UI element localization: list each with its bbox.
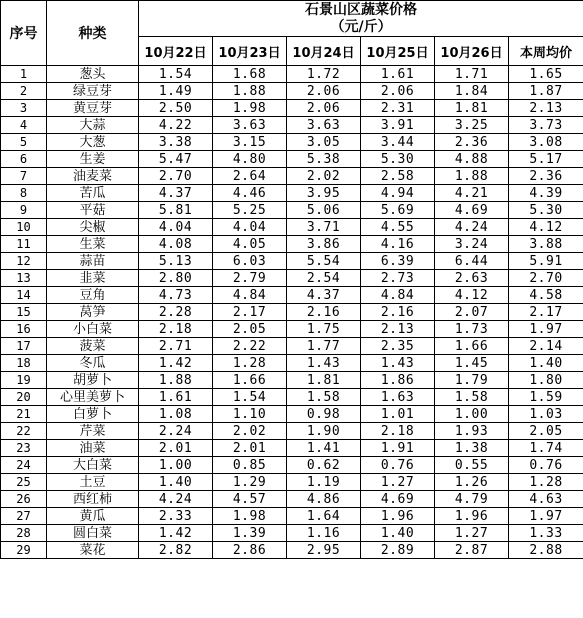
vegetable-name-cell: 绿豆芽 <box>47 83 139 100</box>
vegetable-name-cell: 油麦菜 <box>47 168 139 185</box>
price-cell: 4.22 <box>139 117 213 134</box>
table-row <box>1 423 583 440</box>
vegetable-name-cell: 心里美萝卜 <box>47 389 139 406</box>
table-row <box>1 474 583 491</box>
price-cell: 1.26 <box>435 474 509 491</box>
price-cell: 2.06 <box>361 83 435 100</box>
price-cell: 6.03 <box>213 253 287 270</box>
price-cell: 1.90 <box>287 423 361 440</box>
average-price-cell: 4.39 <box>509 185 583 202</box>
average-price-cell: 2.36 <box>509 168 583 185</box>
price-cell: 4.84 <box>213 287 287 304</box>
row-index-cell: 28 <box>1 525 47 542</box>
table-row <box>1 440 583 457</box>
row-index-cell: 2 <box>1 83 47 100</box>
price-cell: 1.71 <box>435 66 509 83</box>
average-price-cell: 1.65 <box>509 66 583 83</box>
row-index-cell: 27 <box>1 508 47 525</box>
average-price-cell: 2.14 <box>509 338 583 355</box>
price-cell: 1.73 <box>435 321 509 338</box>
price-cell: 2.36 <box>435 134 509 151</box>
table-row <box>1 338 583 355</box>
price-cell: 1.88 <box>435 168 509 185</box>
price-cell: 4.21 <box>435 185 509 202</box>
price-cell: 2.01 <box>139 440 213 457</box>
price-cell: 1.16 <box>287 525 361 542</box>
price-cell: 1.40 <box>139 474 213 491</box>
table-row <box>1 253 583 270</box>
price-cell: 1.64 <box>287 508 361 525</box>
table-row <box>1 491 583 508</box>
col-header-index: 序号 <box>1 1 47 66</box>
price-cell: 4.94 <box>361 185 435 202</box>
vegetable-name-cell: 生姜 <box>47 151 139 168</box>
price-cell: 5.54 <box>287 253 361 270</box>
price-cell: 3.25 <box>435 117 509 134</box>
row-index-cell: 24 <box>1 457 47 474</box>
price-cell: 1.38 <box>435 440 509 457</box>
row-index-cell: 15 <box>1 304 47 321</box>
price-cell: 2.64 <box>213 168 287 185</box>
vegetable-name-cell: 芹菜 <box>47 423 139 440</box>
price-cell: 1.45 <box>435 355 509 372</box>
price-cell: 3.95 <box>287 185 361 202</box>
price-cell: 2.17 <box>213 304 287 321</box>
price-cell: 2.50 <box>139 100 213 117</box>
price-cell: 1.29 <box>213 474 287 491</box>
vegetable-name-cell: 黄豆芽 <box>47 100 139 117</box>
price-cell: 1.88 <box>139 372 213 389</box>
row-index-cell: 13 <box>1 270 47 287</box>
row-index-cell: 21 <box>1 406 47 423</box>
table-row <box>1 525 583 542</box>
average-price-cell: 2.05 <box>509 423 583 440</box>
price-cell: 3.24 <box>435 236 509 253</box>
table-row <box>1 355 583 372</box>
price-cell: 3.63 <box>213 117 287 134</box>
price-cell: 1.10 <box>213 406 287 423</box>
price-cell: 2.87 <box>435 542 509 559</box>
row-index-cell: 6 <box>1 151 47 168</box>
row-index-cell: 18 <box>1 355 47 372</box>
average-price-cell: 2.88 <box>509 542 583 559</box>
row-index-cell: 17 <box>1 338 47 355</box>
price-cell: 2.16 <box>361 304 435 321</box>
price-cell: 2.06 <box>287 100 361 117</box>
price-cell: 1.81 <box>435 100 509 117</box>
price-cell: 4.24 <box>139 491 213 508</box>
table-row <box>1 202 583 219</box>
vegetable-name-cell: 生菜 <box>47 236 139 253</box>
average-price-cell: 4.63 <box>509 491 583 508</box>
price-cell: 2.22 <box>213 338 287 355</box>
price-cell: 1.39 <box>213 525 287 542</box>
average-price-cell: 1.59 <box>509 389 583 406</box>
table-row <box>1 321 583 338</box>
price-cell: 1.42 <box>139 355 213 372</box>
price-cell: 3.15 <box>213 134 287 151</box>
price-cell: 1.66 <box>213 372 287 389</box>
price-cell: 1.63 <box>361 389 435 406</box>
price-cell: 2.54 <box>287 270 361 287</box>
table-row <box>1 100 583 117</box>
row-index-cell: 1 <box>1 66 47 83</box>
row-index-cell: 7 <box>1 168 47 185</box>
price-cell: 4.57 <box>213 491 287 508</box>
price-cell: 1.28 <box>213 355 287 372</box>
price-cell: 1.88 <box>213 83 287 100</box>
price-cell: 1.00 <box>139 457 213 474</box>
price-cell: 0.55 <box>435 457 509 474</box>
price-cell: 3.05 <box>287 134 361 151</box>
row-index-cell: 11 <box>1 236 47 253</box>
table-row <box>1 185 583 202</box>
vegetable-name-cell: 蒜苗 <box>47 253 139 270</box>
price-cell: 1.96 <box>435 508 509 525</box>
price-cell: 5.69 <box>361 202 435 219</box>
price-cell: 4.24 <box>435 219 509 236</box>
average-price-cell: 3.88 <box>509 236 583 253</box>
price-cell: 1.43 <box>287 355 361 372</box>
vegetable-name-cell: 油菜 <box>47 440 139 457</box>
col-header-date: 10月26日 <box>435 37 509 66</box>
row-index-cell: 22 <box>1 423 47 440</box>
row-index-cell: 12 <box>1 253 47 270</box>
price-cell: 2.02 <box>213 423 287 440</box>
col-header-name: 种类 <box>47 1 139 66</box>
price-cell: 4.04 <box>139 219 213 236</box>
table-row <box>1 287 583 304</box>
col-header-date: 10月25日 <box>361 37 435 66</box>
price-cell: 4.37 <box>287 287 361 304</box>
price-cell: 1.98 <box>213 100 287 117</box>
table-body <box>1 66 583 559</box>
price-cell: 5.81 <box>139 202 213 219</box>
price-cell: 2.86 <box>213 542 287 559</box>
price-cell: 1.86 <box>361 372 435 389</box>
price-cell: 4.04 <box>213 219 287 236</box>
price-cell: 1.58 <box>435 389 509 406</box>
price-cell: 4.12 <box>435 287 509 304</box>
price-cell: 2.16 <box>287 304 361 321</box>
price-cell: 0.85 <box>213 457 287 474</box>
col-header-date: 10月22日 <box>139 37 213 66</box>
row-index-cell: 25 <box>1 474 47 491</box>
price-cell: 4.69 <box>361 491 435 508</box>
row-index-cell: 10 <box>1 219 47 236</box>
price-cell: 1.91 <box>361 440 435 457</box>
price-cell: 2.18 <box>139 321 213 338</box>
vegetable-name-cell: 豆角 <box>47 287 139 304</box>
vegetable-name-cell: 菜花 <box>47 542 139 559</box>
vegetable-name-cell: 大白菜 <box>47 457 139 474</box>
price-cell: 0.98 <box>287 406 361 423</box>
row-index-cell: 8 <box>1 185 47 202</box>
price-cell: 2.80 <box>139 270 213 287</box>
price-cell: 2.71 <box>139 338 213 355</box>
average-price-cell: 0.76 <box>509 457 583 474</box>
price-cell: 3.44 <box>361 134 435 151</box>
price-cell: 4.05 <box>213 236 287 253</box>
vegetable-name-cell: 胡萝卜 <box>47 372 139 389</box>
price-cell: 3.38 <box>139 134 213 151</box>
vegetable-name-cell: 平菇 <box>47 202 139 219</box>
price-cell: 1.27 <box>435 525 509 542</box>
price-cell: 4.86 <box>287 491 361 508</box>
price-cell: 1.77 <box>287 338 361 355</box>
table-title-main: 石景山区蔬菜价格 <box>305 1 418 18</box>
average-price-cell: 1.33 <box>509 525 583 542</box>
price-cell: 5.38 <box>287 151 361 168</box>
average-price-cell: 5.91 <box>509 253 583 270</box>
average-price-cell: 4.12 <box>509 219 583 236</box>
price-cell: 1.98 <box>213 508 287 525</box>
table-row <box>1 270 583 287</box>
price-cell: 2.18 <box>361 423 435 440</box>
vegetable-name-cell: 小白菜 <box>47 321 139 338</box>
price-cell: 1.00 <box>435 406 509 423</box>
price-cell: 0.76 <box>361 457 435 474</box>
col-header-average: 本周均价 <box>509 37 583 66</box>
vegetable-name-cell: 黄瓜 <box>47 508 139 525</box>
price-cell: 2.24 <box>139 423 213 440</box>
table-row <box>1 66 583 83</box>
price-cell: 2.79 <box>213 270 287 287</box>
price-cell: 1.96 <box>361 508 435 525</box>
price-cell: 4.16 <box>361 236 435 253</box>
price-cell: 1.93 <box>435 423 509 440</box>
price-cell: 4.55 <box>361 219 435 236</box>
vegetable-name-cell: 尖椒 <box>47 219 139 236</box>
price-cell: 1.72 <box>287 66 361 83</box>
price-cell: 1.43 <box>361 355 435 372</box>
price-cell: 4.73 <box>139 287 213 304</box>
price-cell: 6.39 <box>361 253 435 270</box>
average-price-cell: 5.30 <box>509 202 583 219</box>
price-cell: 4.80 <box>213 151 287 168</box>
price-cell: 2.35 <box>361 338 435 355</box>
vegetable-name-cell: 大葱 <box>47 134 139 151</box>
row-index-cell: 26 <box>1 491 47 508</box>
price-cell: 1.68 <box>213 66 287 83</box>
table-row <box>1 508 583 525</box>
price-cell: 1.27 <box>361 474 435 491</box>
table-row <box>1 134 583 151</box>
row-index-cell: 5 <box>1 134 47 151</box>
price-cell: 1.81 <box>287 372 361 389</box>
row-index-cell: 3 <box>1 100 47 117</box>
table-row <box>1 457 583 474</box>
average-price-cell: 1.80 <box>509 372 583 389</box>
average-price-cell: 3.73 <box>509 117 583 134</box>
price-cell: 4.79 <box>435 491 509 508</box>
price-cell: 1.61 <box>361 66 435 83</box>
price-cell: 2.02 <box>287 168 361 185</box>
average-price-cell: 1.97 <box>509 508 583 525</box>
average-price-cell: 1.40 <box>509 355 583 372</box>
price-cell: 4.08 <box>139 236 213 253</box>
vegetable-name-cell: 土豆 <box>47 474 139 491</box>
price-cell: 2.28 <box>139 304 213 321</box>
price-cell: 1.84 <box>435 83 509 100</box>
col-header-date: 10月24日 <box>287 37 361 66</box>
price-cell: 4.84 <box>361 287 435 304</box>
price-cell: 2.13 <box>361 321 435 338</box>
row-index-cell: 9 <box>1 202 47 219</box>
average-price-cell: 1.03 <box>509 406 583 423</box>
header-row-title <box>1 1 583 37</box>
price-cell: 1.61 <box>139 389 213 406</box>
price-cell: 1.66 <box>435 338 509 355</box>
table-row <box>1 83 583 100</box>
table-row <box>1 372 583 389</box>
average-price-cell: 1.28 <box>509 474 583 491</box>
price-cell: 1.58 <box>287 389 361 406</box>
row-index-cell: 4 <box>1 117 47 134</box>
price-cell: 2.05 <box>213 321 287 338</box>
average-price-cell: 4.58 <box>509 287 583 304</box>
average-price-cell: 5.17 <box>509 151 583 168</box>
price-cell: 1.49 <box>139 83 213 100</box>
table-row <box>1 168 583 185</box>
table-title-unit: （元/斤） <box>330 18 392 35</box>
average-price-cell: 3.08 <box>509 134 583 151</box>
price-cell: 1.08 <box>139 406 213 423</box>
vegetable-name-cell: 西红柿 <box>47 491 139 508</box>
price-cell: 1.75 <box>287 321 361 338</box>
vegetable-name-cell: 苦瓜 <box>47 185 139 202</box>
price-cell: 4.37 <box>139 185 213 202</box>
price-cell: 5.47 <box>139 151 213 168</box>
row-index-cell: 16 <box>1 321 47 338</box>
price-cell: 5.13 <box>139 253 213 270</box>
table-row <box>1 236 583 253</box>
table-row <box>1 304 583 321</box>
col-header-date: 10月23日 <box>213 37 287 66</box>
table-title <box>139 1 583 37</box>
price-cell: 4.46 <box>213 185 287 202</box>
price-cell: 1.41 <box>287 440 361 457</box>
price-cell: 4.69 <box>435 202 509 219</box>
price-cell: 2.89 <box>361 542 435 559</box>
table-row <box>1 219 583 236</box>
price-cell: 2.06 <box>287 83 361 100</box>
price-cell: 5.25 <box>213 202 287 219</box>
price-cell: 3.91 <box>361 117 435 134</box>
price-cell: 2.63 <box>435 270 509 287</box>
price-cell: 0.62 <box>287 457 361 474</box>
vegetable-name-cell: 大蒜 <box>47 117 139 134</box>
price-cell: 3.71 <box>287 219 361 236</box>
row-index-cell: 19 <box>1 372 47 389</box>
vegetable-name-cell: 冬瓜 <box>47 355 139 372</box>
price-cell: 2.58 <box>361 168 435 185</box>
price-cell: 2.31 <box>361 100 435 117</box>
price-cell: 3.86 <box>287 236 361 253</box>
price-cell: 2.73 <box>361 270 435 287</box>
row-index-cell: 14 <box>1 287 47 304</box>
price-cell: 5.06 <box>287 202 361 219</box>
price-cell: 1.42 <box>139 525 213 542</box>
table-row <box>1 542 583 559</box>
table-row <box>1 389 583 406</box>
price-cell: 6.44 <box>435 253 509 270</box>
price-cell: 2.70 <box>139 168 213 185</box>
average-price-cell: 1.97 <box>509 321 583 338</box>
price-cell: 1.40 <box>361 525 435 542</box>
average-price-cell: 2.70 <box>509 270 583 287</box>
average-price-cell: 1.74 <box>509 440 583 457</box>
price-cell: 2.33 <box>139 508 213 525</box>
vegetable-name-cell: 菠菜 <box>47 338 139 355</box>
vegetable-name-cell: 圆白菜 <box>47 525 139 542</box>
price-cell: 2.95 <box>287 542 361 559</box>
price-cell: 1.54 <box>139 66 213 83</box>
price-cell: 1.19 <box>287 474 361 491</box>
row-index-cell: 23 <box>1 440 47 457</box>
average-price-cell: 2.13 <box>509 100 583 117</box>
price-cell: 5.30 <box>361 151 435 168</box>
price-cell: 1.79 <box>435 372 509 389</box>
average-price-cell: 2.17 <box>509 304 583 321</box>
price-cell: 1.54 <box>213 389 287 406</box>
row-index-cell: 29 <box>1 542 47 559</box>
vegetable-name-cell: 白萝卜 <box>47 406 139 423</box>
average-price-cell: 1.87 <box>509 83 583 100</box>
vegetable-name-cell: 莴笋 <box>47 304 139 321</box>
price-cell: 1.01 <box>361 406 435 423</box>
row-index-cell: 20 <box>1 389 47 406</box>
price-cell: 4.88 <box>435 151 509 168</box>
vegetable-name-cell: 葱头 <box>47 66 139 83</box>
price-cell: 3.63 <box>287 117 361 134</box>
table-row <box>1 406 583 423</box>
vegetable-name-cell: 韭菜 <box>47 270 139 287</box>
table-row <box>1 117 583 134</box>
price-cell: 2.07 <box>435 304 509 321</box>
table-row <box>1 151 583 168</box>
price-cell: 2.01 <box>213 440 287 457</box>
price-cell: 2.82 <box>139 542 213 559</box>
